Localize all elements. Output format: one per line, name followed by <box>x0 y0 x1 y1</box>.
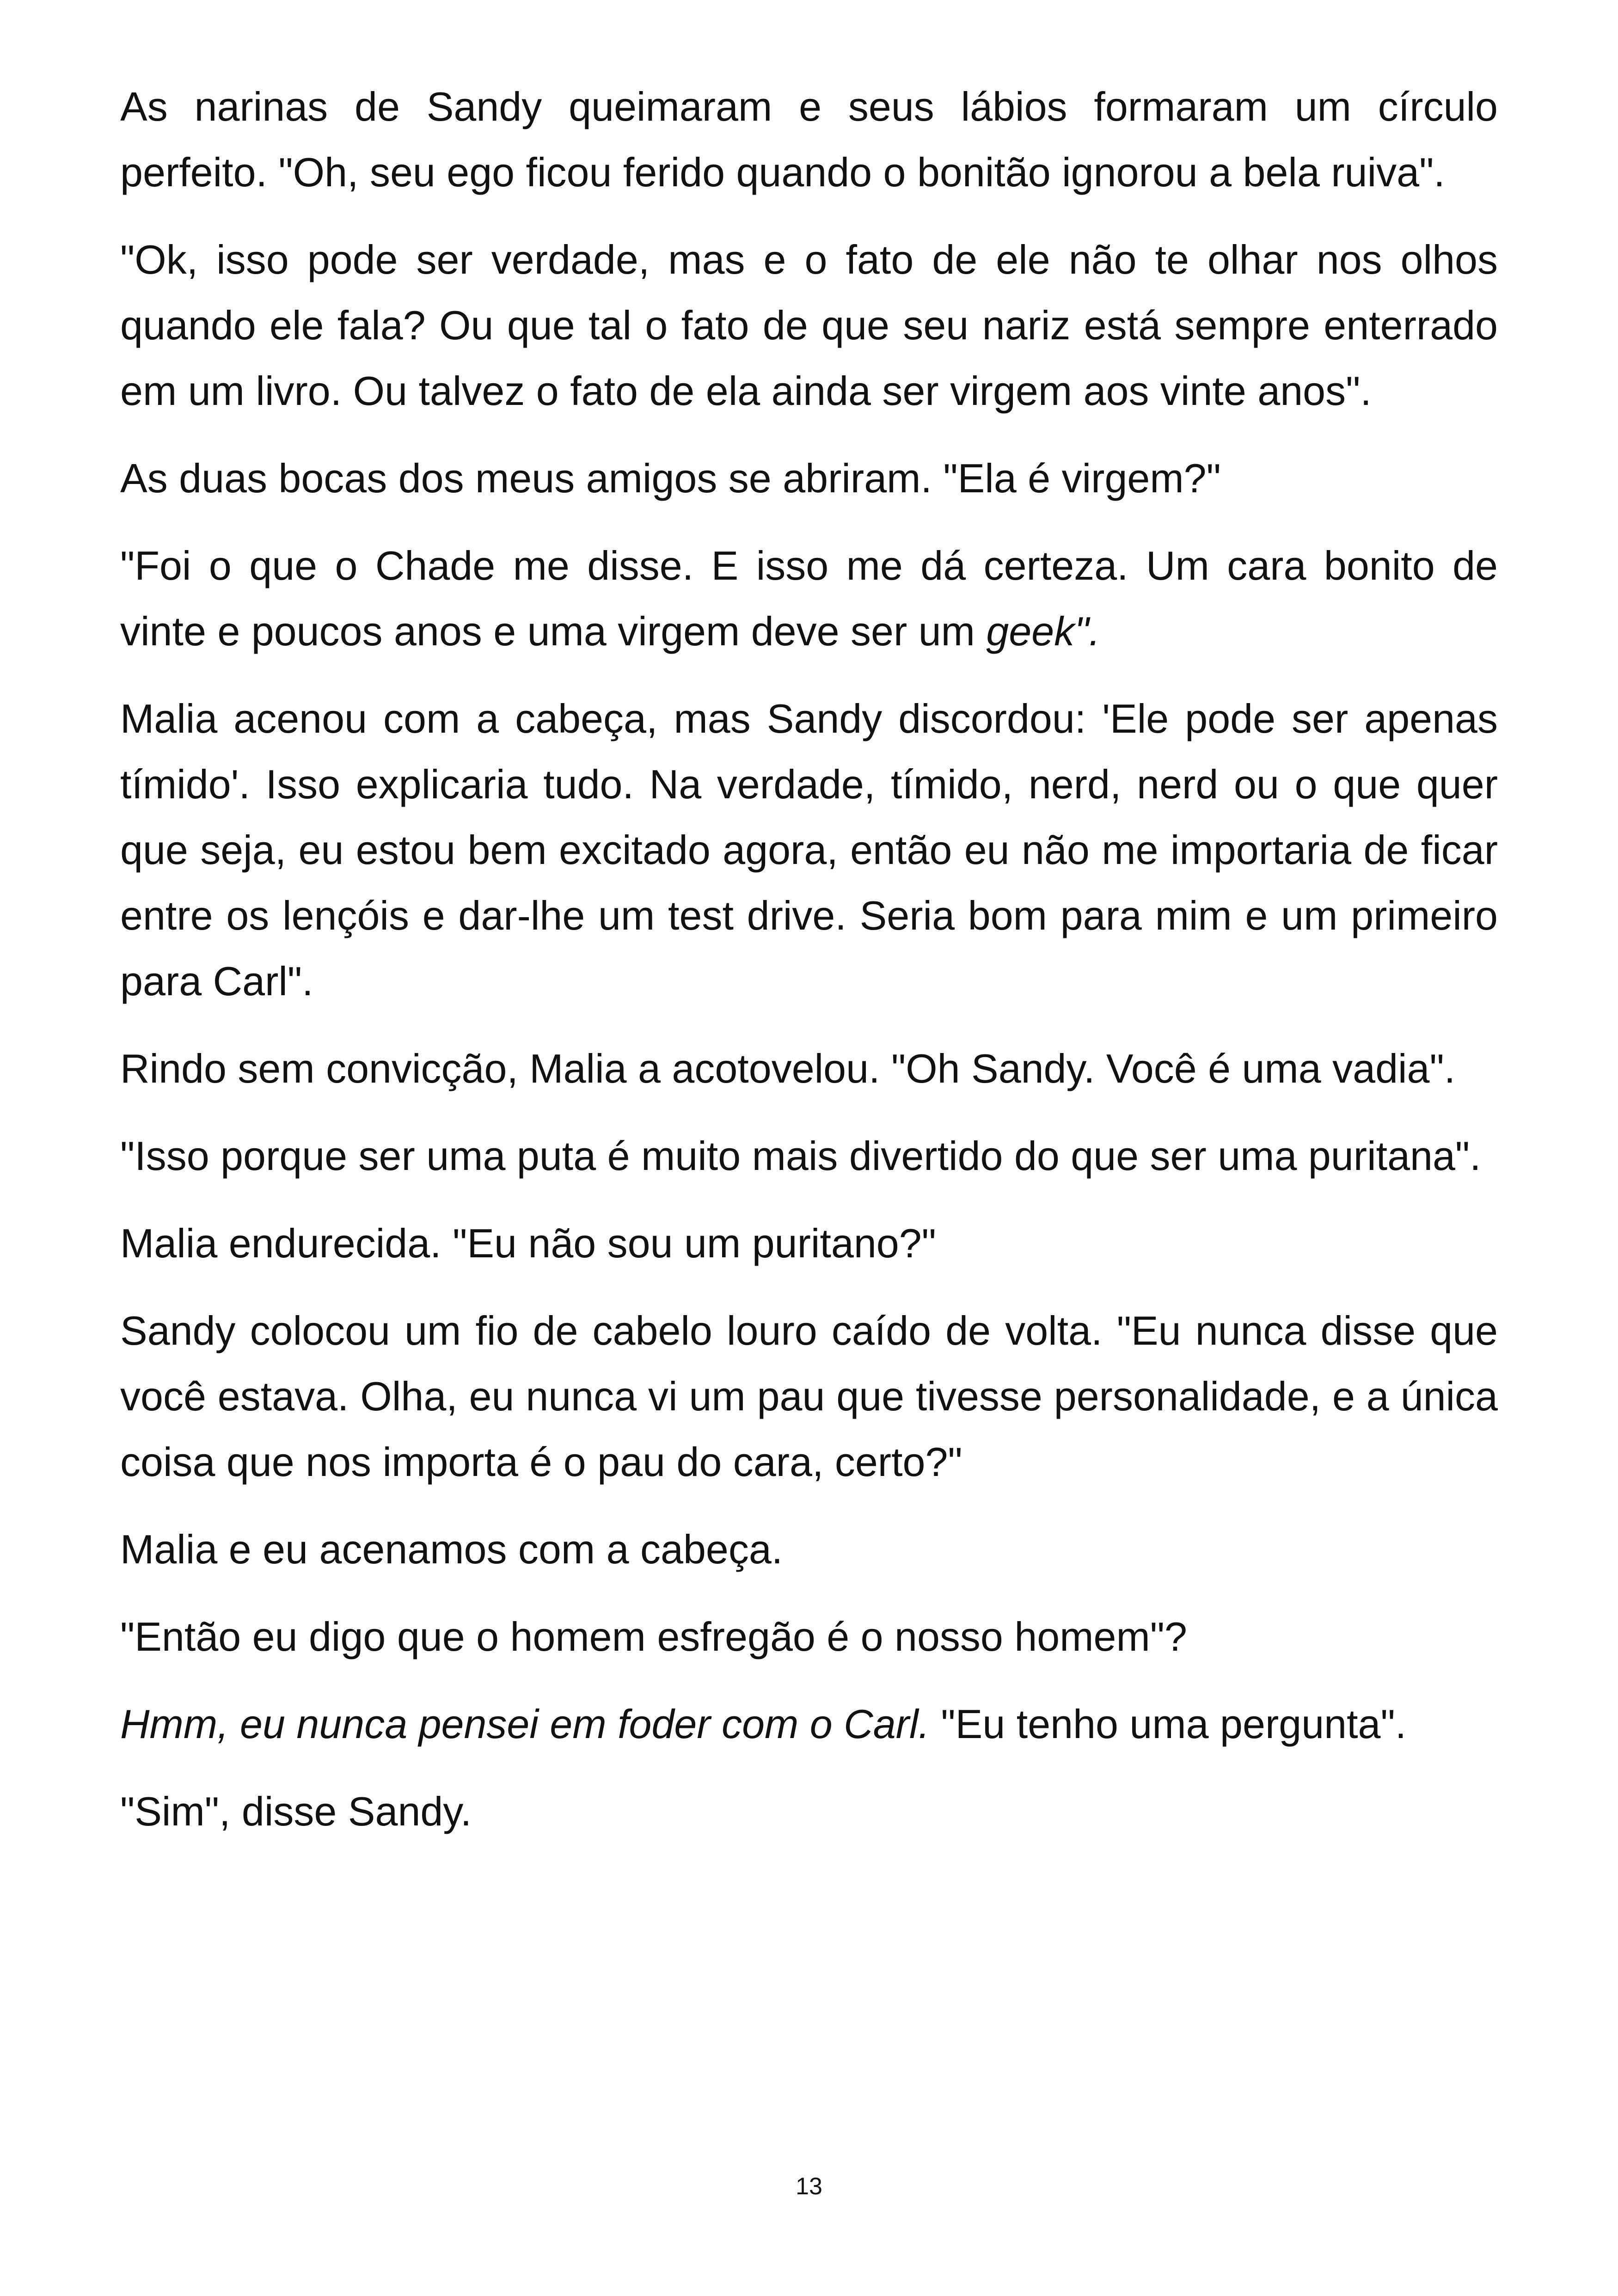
paragraph-text: As duas bocas dos meus amigos se abriram. "Ela é virgem?" <box>120 455 1221 501</box>
paragraph-text: Sandy colocou um fio de cabelo louro caído de volta. "Eu nunca disse que você estava. Olha, eu nunca vi um pau que tivesse personalidade, e a única coisa que nos importa é o pau do cara, certo?" <box>120 1308 1498 1485</box>
paragraph <box>120 1691 1498 1757</box>
paragraph <box>120 1517 1498 1582</box>
paragraph-text: Malia endurecida. "Eu não sou um puritano?" <box>120 1220 936 1266</box>
paragraph-text: Malia acenou com a cabeça, mas Sandy discordou: 'Ele pode ser apenas tímido'. Isso explicaria tudo. Na verdade, tímido, nerd, nerd ou o que quer que seja, eu estou bem excitado agora, então eu não me importaria de ficar entre os lençóis e dar-lhe um test drive. Seria bom para mim e um primeiro para Carl". <box>120 696 1498 1004</box>
page-number: 13 <box>796 2173 822 2200</box>
paragraph <box>120 74 1498 205</box>
paragraph-text: As narinas de Sandy queimaram e seus lábios formaram um círculo perfeito. "Oh, seu ego ficou ferido quando o bonitão ignorou a bela ruiva". <box>120 84 1498 195</box>
paragraph <box>120 686 1498 1014</box>
paragraph <box>120 1123 1498 1189</box>
paragraph-text: "Eu tenho uma pergunta". <box>929 1701 1407 1747</box>
paragraph-text: Malia e eu acenamos com a cabeça. <box>120 1526 783 1572</box>
paragraph-italic-text: Hmm, eu nunca pensei em foder com o Carl. <box>120 1701 930 1747</box>
paragraph <box>120 1604 1498 1670</box>
paragraph-text: "Então eu digo que o homem esfregão é o nosso homem"? <box>120 1614 1187 1659</box>
body-text <box>120 74 1498 1844</box>
paragraph-text: "Sim", disse Sandy. <box>120 1788 472 1834</box>
paragraph <box>120 1298 1498 1495</box>
paragraph <box>120 1211 1498 1276</box>
paragraph <box>120 227 1498 424</box>
paragraph-text: "Ok, isso pode ser verdade, mas e o fato de ele não te olhar nos olhos quando ele fala? Ou que tal o fato de que seu nariz está sempre enterrado em um livro. Ou talvez o fato de ela ainda ser virgem aos vinte anos". <box>120 237 1498 414</box>
paragraph <box>120 1036 1498 1102</box>
paragraph <box>120 533 1498 664</box>
paragraph-italic-text: geek". <box>986 608 1100 654</box>
paragraph-text: Rindo sem convicção, Malia a acotovelou. "Oh Sandy. Você é uma vadia". <box>120 1046 1456 1091</box>
paragraph-text: "Foi o que o Chade me disse. E isso me dá certeza. Um cara bonito de vinte e poucos anos e uma virgem deve ser um <box>120 543 1498 654</box>
paragraph <box>120 446 1498 511</box>
paragraph-text: "Isso porque ser uma puta é muito mais divertido do que ser uma puritana". <box>120 1133 1481 1179</box>
paragraph <box>120 1779 1498 1844</box>
